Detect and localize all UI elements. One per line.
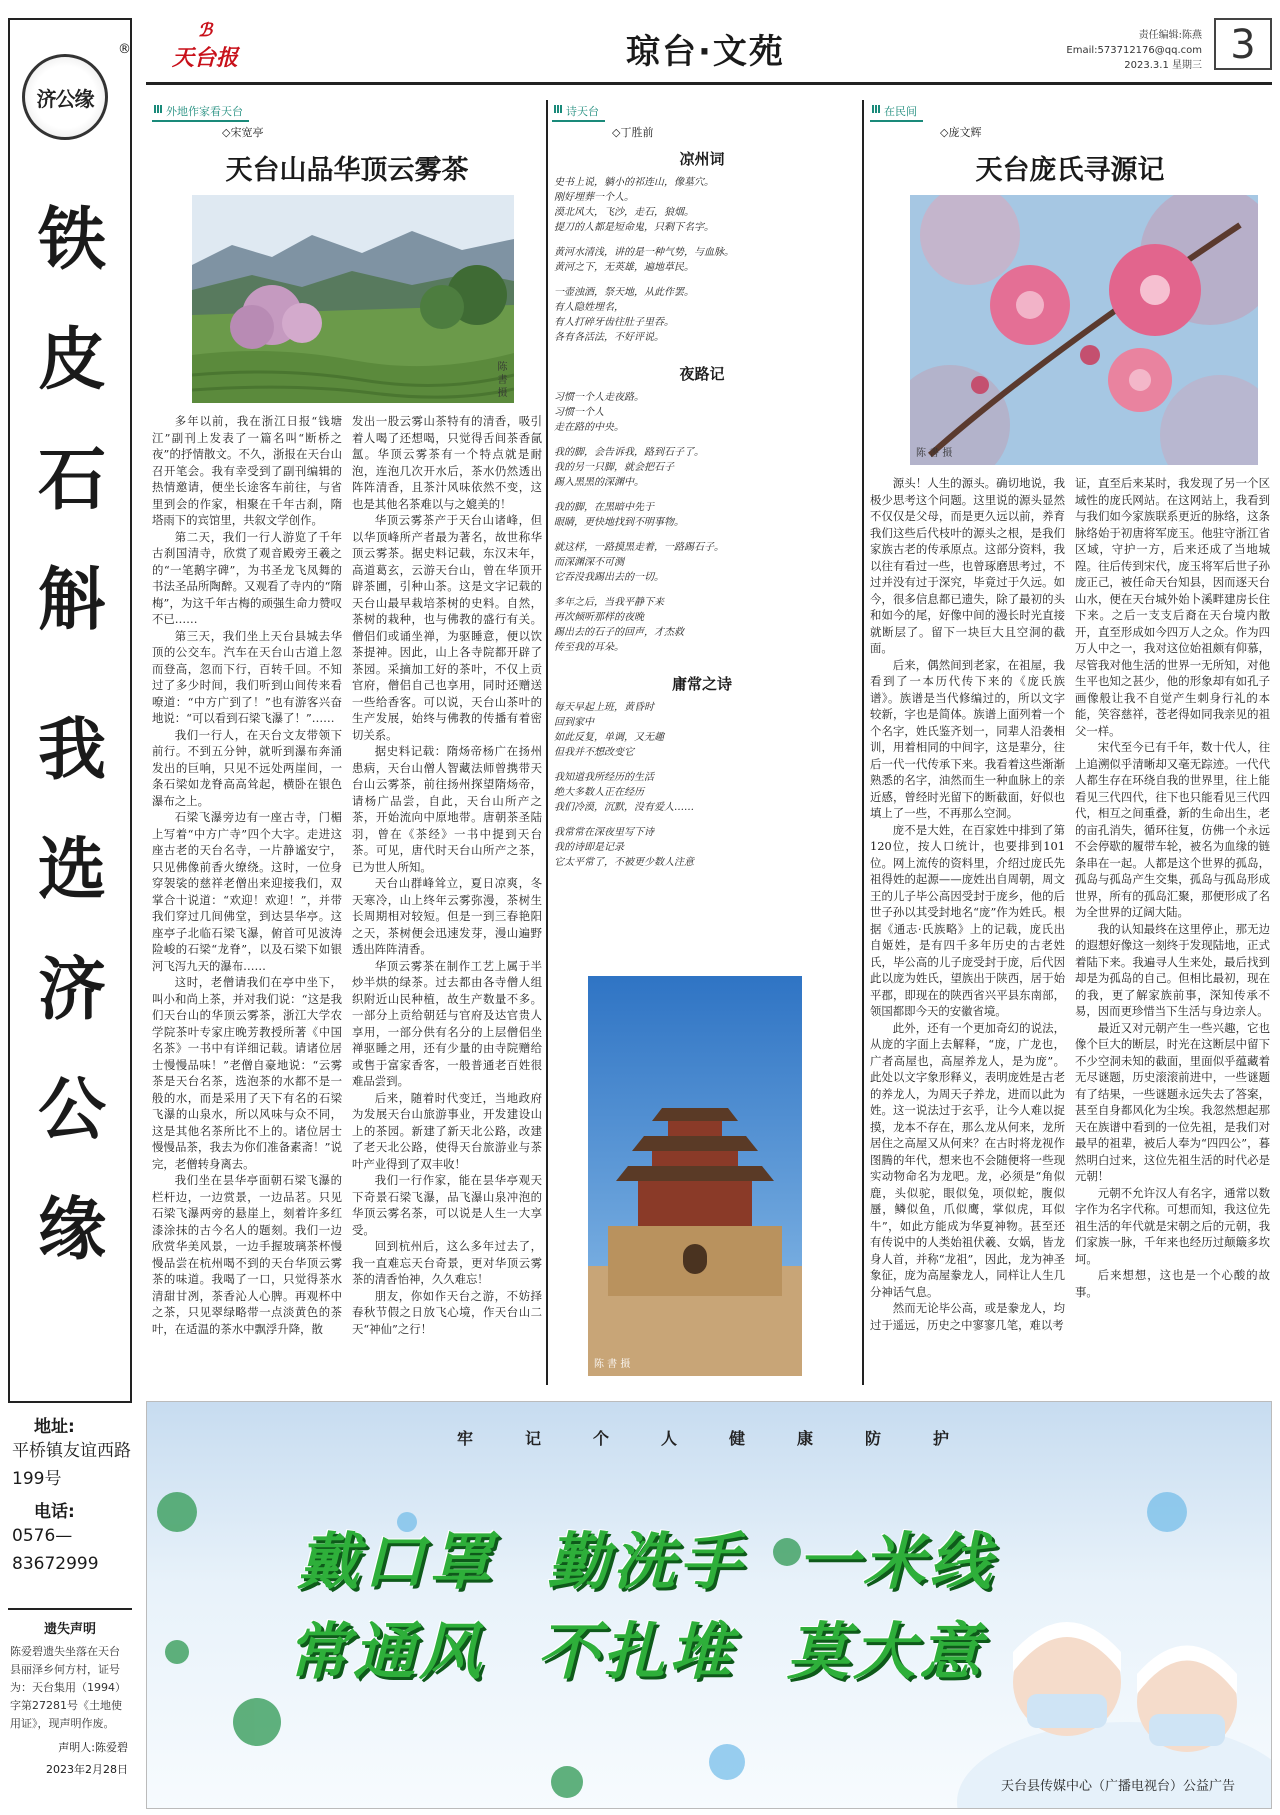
lost-notice-signer: 声明人:陈爱碧: [58, 1741, 128, 1754]
poem-title: 夜路记: [679, 365, 725, 383]
page-meta: [1066, 28, 1202, 73]
ad-char: 公: [37, 1070, 106, 1150]
psa-slogan: 戴口罩: [297, 1525, 496, 1598]
paragraph: 证，直至后来某时，我发现了另一个区域性的庞氏网站。在这网站上，我看到与我们如今家族联系更近的脉络，这条脉络始于初唐将军庞玉。他驻守浙江省区域，守护一方，后来还成了当地城隍。往后传到宋代，庞玉将军后世子孙庞正己，被任命天台知县，因而逐天台山水，便在天台城外始卜溪畔建房长住下来。之后一支支后裔在天台境内散开，直至形成如今四万人之众。作为四万人中之一，我对这位始祖颇有仰慕，尽管我对他生活的世界一无所知，对他生平也知之甚少，他的形象却有如孔子画像般让我不自觉产生刺身行礼的本能，笑容慈祥，苍老得如同我亲见的祖父一样。: [1075, 476, 1270, 738]
body-column: [352, 413, 542, 1337]
poem-line: 漠北风大，飞沙，走石，狼烟。: [554, 207, 694, 218]
photo-credit: 陈 書 摄: [594, 1359, 631, 1370]
psa-subtitle: 牢记个人健康防护: [456, 1429, 1001, 1448]
article-body: [152, 413, 542, 1337]
lost-notice-text: 陈爱碧遗失坐落在天台县丽泽乡何方村，证号为：天台集用（1994）字第27281号《土地使用证》，现声明作废。: [10, 1645, 126, 1730]
column-divider: [862, 100, 864, 1385]
paragraph: 回到杭州后，这么多年过去了，我一直难忘天台奇景，更对华顶云雾茶的清香怡神，久久难忘！: [352, 1239, 542, 1286]
ad-char: 皮: [37, 320, 106, 400]
poem-line: 传至我的耳朵。: [554, 642, 624, 653]
email: Email:573712176@qq.com: [1066, 45, 1202, 56]
ad-contact: [8, 1408, 132, 1578]
right-article: [870, 100, 1270, 1333]
poem-line: 它吞没我踢出去的一切。: [554, 572, 664, 583]
poem-line: 有人打碎牙齿往肚子里吞。: [554, 317, 674, 328]
poem-line: 我的另一只脚，就会把石子: [554, 462, 674, 473]
poem-line: 我们冷漠，沉默，没有爱人……: [554, 802, 694, 813]
poem-line: 刚好埋葬一个人。: [554, 192, 634, 203]
poem-line: 我的脚，在黑暗中先于: [554, 502, 654, 513]
article-body: [870, 475, 1270, 1333]
poem-line: 一壶浊酒，祭天地，从此作罢。: [554, 287, 694, 298]
poem-line: 踢入黑黑的深渊中。: [554, 477, 644, 488]
body-column: [1075, 475, 1270, 1333]
issue-date: 2023.3.1 星期三: [1124, 60, 1202, 71]
photo-credit: 陈 書 摄: [916, 448, 953, 459]
poem-line: 黄河水清浅，讲的是一种气势，与血脉。: [554, 247, 734, 258]
poem-list: [552, 148, 852, 880]
psa-footer: 天台县传媒中心（广播电视台）公益广告: [1000, 1779, 1235, 1794]
editor: 责任编辑:陈燕: [1138, 30, 1202, 41]
paper-logo-mark-icon: ℬ: [198, 20, 213, 41]
poem-line: 走在路的中央。: [554, 422, 624, 433]
paragraph: 庞不是大姓，在百家姓中排到了第120位，按人口统计，也要排到101位。网上流传的资料里，介绍过庞氏先祖得姓的起源——庞姓出自周朝，周文王的儿子毕公高因受封于庞乡，他的后世子孙以其受封地名“庞”作为姓氏。根据《通志·氏族略》上的记载，庞氏出自姬姓，是有四千多年历史的古老姓氏，毕公高的儿子庞受封于庞，后代因此以庞为姓氏，望族出于陕西，居于始平郡，即现在的陕西省兴平县东南部，领国都即今天的安徽省境。: [870, 822, 1065, 1018]
paragraph: 后来，偶然间到老家，在祖屋，我看到了一本历代传下来的《庞氏族谱》。族谱是当代修编过的，所以文字较新，字也是简体。族谱上面列着一个个名字，姓氏鉴齐划一，同辈人沿袭相训，用着相同的中间字，这是辈分，往后一代一代传承下来。我看着这些渐渐熟悉的名字，油然而生一种血脉上的亲近感，曾经时光留下的断截面，好似也填上了一些，不再那么空洞。: [870, 657, 1065, 820]
psa-slogan: 一米线: [797, 1525, 996, 1598]
paragraph: 后来想想，这也是一个心酸的故事。: [1075, 1268, 1270, 1299]
poem-line: 黄河之下，无英雄，遍地草民。: [554, 262, 694, 273]
poem-line: 绝大多数人正在经历: [554, 787, 644, 798]
section-tag: 在民间: [870, 102, 923, 122]
paragraph: 多年以前，我在浙江日报“钱塘江”副刊上发表了一篇名叫“断桥之夜”的抒情散文。不久，浙报在天台山召开笔会。我有幸受到了副刊编辑的热情邀请，便坐长途客车前往，与省里到会的作家，相聚在千年古刹，隋塔雨下的宾馆里，共叙文学创作。: [152, 414, 342, 527]
paragraph: 宋代至今已有千年，数十代人，往上追溯似乎清晰却又毫无踪迹。一代代人都生存在环绕自我的世界里，往上能看见三代四代，往下也只能看见三代四代，相互之间重叠，新的生命出生，老的亩孔消失，循环往复，仿佛一个永远不会停歇的履带车轮，被名为血缘的链条串在一起。人都是这个世界的孤岛，孤岛与孤岛产生交集，孤岛与孤岛形成世界，所有的孤岛汇聚，那便形成了名为全世界的辽阔大陆。: [1075, 740, 1270, 919]
psa-slogan: 莫大意: [787, 1615, 986, 1688]
ad-char: 铁: [37, 200, 106, 280]
left-article: [152, 100, 542, 1337]
poem-line: 它太平常了，不被更少数人注意: [554, 857, 694, 868]
poem-line: 多年之后，当我平静下来: [554, 597, 664, 608]
ad-logo: [22, 54, 108, 140]
poem-line: 我知道我所经历的生活: [554, 772, 654, 783]
blossom-flower: [1109, 244, 1201, 336]
poem-title: 庸常之诗: [671, 675, 732, 693]
section-tag: 诗天台: [552, 102, 605, 122]
page-title: 琼台·文苑: [626, 32, 785, 72]
poem-line: 眼睛，更快地找到不明事物。: [554, 517, 684, 528]
poem-line: 如此反复，单调，又无趣: [554, 732, 664, 743]
blossom-flower: [990, 265, 1070, 345]
poem-line: 但我并不想改变它: [554, 747, 634, 758]
page-header: [146, 18, 1272, 80]
poem-line: 我常常在深夜里写下诗: [554, 827, 654, 838]
paper-logo: [172, 20, 238, 72]
article-title: 天台山品华顶云雾茶: [225, 155, 469, 186]
poem-author: ◇丁胜前: [612, 126, 654, 139]
health-psa-banner: [146, 1401, 1272, 1809]
page-number: 3: [1214, 18, 1272, 70]
psa-slogan: 不扎堆: [537, 1615, 736, 1688]
poem-line: 史书上说，躺小的祁连山，像墓穴。: [554, 177, 714, 188]
poem-line: 习惯一个人: [554, 407, 604, 418]
ad-box: [8, 18, 132, 1403]
poems-column: [552, 100, 852, 1370]
paragraph: 第三天，我们坐上天台县城去华顶的公交车。汽车在天台山古道上忽而登高，忽而下行，百转千回。不知过了多少时间，我们听到山间传来看嘹道：“中方广到了！”也有游客兴奋地说：“可以看到石梁飞瀑了！”……: [152, 628, 342, 725]
address-value: 平桥镇友谊西路199号: [12, 1441, 131, 1489]
left-ad-strip: [8, 18, 132, 1808]
ad-char: 斛: [37, 560, 106, 640]
body-column: [870, 475, 1065, 1333]
lost-notice-heading: 遗失声明: [43, 1622, 96, 1637]
tea-garden-photo: [192, 195, 514, 403]
paragraph: 我的认知最终在这里停止，那无边的遐想好像这一刻终于发现陆地，正式着陆下来。我遍寻人生来处，最后找到却是为孤岛的自己。但相比最初，现在的我，更了解家族前事，深知传承不易，因而更珍惜当下生活与身边亲人。: [1075, 921, 1270, 1018]
poem-line: 就这样，一路摸黑走着，一路踢石子。: [554, 542, 724, 553]
paragraph: 据史料记载：隋炀帝杨广在扬州患病，天台山僧人智藏法师曾携带天台山云雾茶，前往扬州探望隋炀帝，请杨广品尝，自此，天台山所产之茶，开始流向中原地带。唐朝茶圣陆羽，曾在《茶经》一书中提到天台茶。可见，唐代时天台山所产之茶，已为世人所知。: [352, 744, 542, 874]
paragraph: 发出一股云雾山茶特有的清香，吸引着人喝了还想喝，只觉得舌间茶香氤氲。华顶云雾茶有一个特点就是耐泡，连泡几次开水后，茶水仍然透出阵阵清香，且茶汁风味依然不变，这也是其他名茶难以与之媲美的！: [352, 414, 542, 511]
ad-char: 我: [37, 710, 106, 790]
blossom-flower: [1108, 348, 1172, 412]
poem-line: 提刀的人都是短命鬼，只剩下名字。: [554, 222, 714, 233]
poem-line: 回到家中: [554, 717, 594, 728]
paragraph: 后来，随着时代变迁，当地政府为发展天台山旅游事业，开发建设山上的茶园。新建了新天北公路，改建了老天北公路，使得天台旅游业与茶叶产业得到了双丰收！: [352, 1090, 542, 1171]
lost-notice-date: 2023年2月28日: [46, 1763, 128, 1776]
gate-tower-image: [588, 976, 802, 1376]
poem-line: 再次倾听那样的夜晚: [554, 612, 644, 623]
phone-value: 0576—83672999: [12, 1526, 99, 1574]
paragraph: 朋友，你如作天台之游，不妨择春秋节假之日放飞心境，作天台山二天“神仙”之行！: [352, 1288, 542, 1336]
poem-line: 各有各活法，不好评说。: [554, 332, 664, 343]
body-column: [152, 413, 342, 1337]
ad-logo-text: 济公缘: [36, 86, 94, 111]
photo-credit: 陈 書 摄: [495, 360, 506, 397]
gate-tower-photo: [588, 976, 802, 1376]
ad-char: 石: [37, 440, 106, 520]
poem-title: 凉州词: [679, 150, 725, 168]
tea-garden-image: [192, 195, 514, 403]
paragraph: 华顶云雾茶在制作工艺上属于半炒半烘的绿茶。过去都由各寺僧人组织附近山民种植，故生产数量不多。一部分上贡给朝廷与官府及达官贵人享用，一部分供有名分的上层僧侣坐禅驱睡之用，还有少量的由寺院赠给或售于富家香客，一般普通老百姓很难品尝到。: [352, 958, 542, 1088]
paragraph: 最近又对元朝产生一些兴趣，它也像个巨大的断层，时光在这断层中留下不少空洞未知的截面，里面似乎蕴藏着无尽谜题，历史滚滚前进中，一些谜题有了结果，一些谜题永远失去了答案，甚至自身都风化为尘埃。我忽然想起那天在族谱中看到的一位先祖，是我们对最早的祖辈，被后人奉为“四四公”，暮然明白过来，这位先祖生活的时代必是元朝！: [1075, 1020, 1270, 1183]
paragraph: 我们一行人，在天台文友带领下前行。不到五分钟，就听到瀑布奔涌发出的巨响，只见不远处两崖间，一条石梁如龙脊高高耸起，横卧在银色瀑布之上。: [152, 727, 342, 808]
header-rule: [146, 82, 1272, 85]
ad-char: 选: [37, 830, 106, 910]
blossom-image: [910, 195, 1258, 465]
paragraph: 源头！人生的源头。确切地说，我极少思考这个问题。这里说的源头显然不仅仅是父母，而是更久远以前，养育我们这些后代枝叶的源头之根，是我们家族古老的传承原点。这部分资料，我以往有看过一些，也曾琢磨思考过，不过并没有过于深究，毕竟过于久远。如今，很多信息都已遗失，除了最初的头和如今的尾，好像中间的漫长时光直接就断层了。留下一块巨大且空洞的截面。: [870, 476, 1065, 655]
poem-line: 而深渊深不可测: [554, 557, 624, 568]
psa-slogan: 常通风: [287, 1615, 486, 1688]
address-label: 地址:: [34, 1417, 75, 1437]
column-divider: [546, 100, 548, 1385]
paragraph: 然而无论毕公高，或是豢龙人，均过于遥远，历史之中寥寥几笔，难以考: [870, 1301, 1065, 1332]
lost-notice: [8, 1608, 132, 1777]
paragraph: 此外，还有一个更加奇幻的说法，从庞的字面上去解释，“庞，广龙也，广者高屋也，高屋养龙人，是为庞”。此处以文字象形释义，表明庞姓是古老的养龙人，为周天子养龙，进而以此为姓。这一说法过于玄乎，让今人难以捉摸，龙本不存在，那么龙从何来，龙所居住之高屋又从何来？在古时将龙视作图腾的年代，想来也不会随便将一些现实动物命名为龙吧。龙，必须是“角似鹿，头似驼，眼似兔，项似蛇，腹似蜃，鳞似鱼，爪似鹰，掌似虎，耳似牛”，如此方能成为华夏神物。甚至还有传说中的人类始祖伏羲、女娲，皆龙身人首，并称“龙祖”，因此，龙为神圣象征，庞为高屋豢龙人，同样让人生几分神话气息。: [870, 1020, 1065, 1299]
paragraph: 石梁飞瀑旁边有一座古寺，门楣上写着“中方广寺”四个大字。走进这座古老的天台名寺，一片静谧安宁，只见佛像前香火缭绕。这时，一位身穿袈裟的慈祥老僧出来迎接我们，双掌合十说道：“欢迎！欢迎！”，并带我们穿过几间佛堂，到达昙华亭。这座亭子北临石梁飞瀑，俯首可见波涛险峻的石梁“龙脊”，以及石梁下如银河飞泻九天的瀑布……: [152, 810, 342, 973]
ad-char: 济: [37, 950, 106, 1030]
poem-line: 我的脚，会告诉我，路到石子了。: [554, 447, 704, 458]
section-tag: 外地作家看天台: [152, 102, 249, 122]
registered-mark: ®: [118, 42, 131, 57]
paragraph: 这时，老僧请我们在亭中坐下，叫小和尚上茶，并对我们说：“这是我们天台山的华顶云雾茶，浙江大学农学院茶叶专家庄晚芳教授所著《中国名茶》一书中有详细记载。请诸位居士慢慢品味！”老僧自豪地说：“云雾茶是天台名茶，选泡茶的水都不是一般的水，而是采用了天下有名的石梁飞瀑的山泉水，所以风味与众不同，这是其他名茶所比不上的。诸位居士慢慢品茶，我去为你们准备素斋！”说完，老僧转身离去。: [152, 975, 342, 1171]
psa-slogan: 勤洗手: [547, 1525, 746, 1598]
paragraph: 元朝不允许汉人有名字，通常以数字作为名字代称。可想而知，我这位先祖生活的年代就是宋朝之后的元朝，我们家族一脉，千年来也经历过颠簸多坎坷。: [1075, 1185, 1270, 1266]
ad-slogan: [10, 180, 134, 1290]
paper-name: 天台报: [172, 45, 239, 71]
poem-line: 我的诗即是记录: [554, 842, 624, 853]
article-author: ◇宋宽亭: [222, 126, 264, 139]
paragraph: 我们坐在昙华亭面朝石梁飞瀑的栏杆边，一边赏景，一边品茗。只见石梁飞瀑两旁的悬崖上，刻着许多红漆涂抹的古今名人的题刻。我们一边欣赏华美风景，一边手握玻璃茶杯慢慢品尝在杭州喝不到的天台华顶云雾茶的味道。我喝了一口，只觉得茶水清甜甘冽，茶香沁人心脾。再观杯中之茶，只见翠绿略带一点淡黄色的茶叶，在适温的茶水中飘浮升降，散: [152, 1173, 342, 1336]
poem-line: 习惯一个人走夜路。: [554, 392, 644, 403]
paragraph: 第二天，我们一行人游览了千年古刹国清寺，欣赏了观音殿旁王羲之的“一笔鹅字碑”，为书圣龙飞凤舞的书法圣品所陶醉。又观看了寺内的“隋梅”，为这千年古梅的顽强生命力赞叹不已……: [152, 529, 342, 626]
paragraph: 华顶云雾茶产于天台山诸峰，但以华顶峰所产者最为著名，故世称华顶云雾茶。据史料记载，东汉末年，高道葛玄，云游天台山，曾在华顶开辟茶圃，引种山茶。这是文字记载的天台山最早栽培茶树的史料。自然，茶树的栽种，也与佛教的盛行有关。僧侣们或诵坐禅，为驱睡意，便以饮茶提神。因此，山上各寺院都开辟了茶园。采摘加工好的茶叶，不仅上贡官府，僧侣自己也享用，同时还赠送一些给香客。可以说，天台山茶叶的生产发展，始终与佛教的传播有着密切关系。: [352, 513, 542, 742]
poem-line: 每天早起上班，黄昏时: [554, 702, 654, 713]
article-author: ◇庞文辉: [940, 126, 982, 139]
blossom-photo: [910, 195, 1258, 465]
poem-line: 有人隐姓埋名，: [554, 302, 624, 313]
paragraph: 我们一行作家，能在昙华亭观天下奇景石梁飞瀑，品飞瀑山泉冲泡的华顶云雾名茶，可以说是人生一大享受。: [352, 1173, 542, 1237]
paragraph: 天台山群峰耸立，夏日凉爽，冬天寒冷，山上终年云雾弥漫，茶树生长周期相对较短。但是一到三春艳阳之天，茶树便会迅速发芽，漫山遍野透出阵阵清香。: [352, 876, 542, 956]
article-title: 天台庞氏寻源记: [975, 155, 1165, 186]
ad-char: 缘: [37, 1190, 106, 1270]
poem-line: 踢出去的石子的回声，才杰救: [554, 627, 684, 638]
phone-label: 电话:: [34, 1502, 75, 1522]
